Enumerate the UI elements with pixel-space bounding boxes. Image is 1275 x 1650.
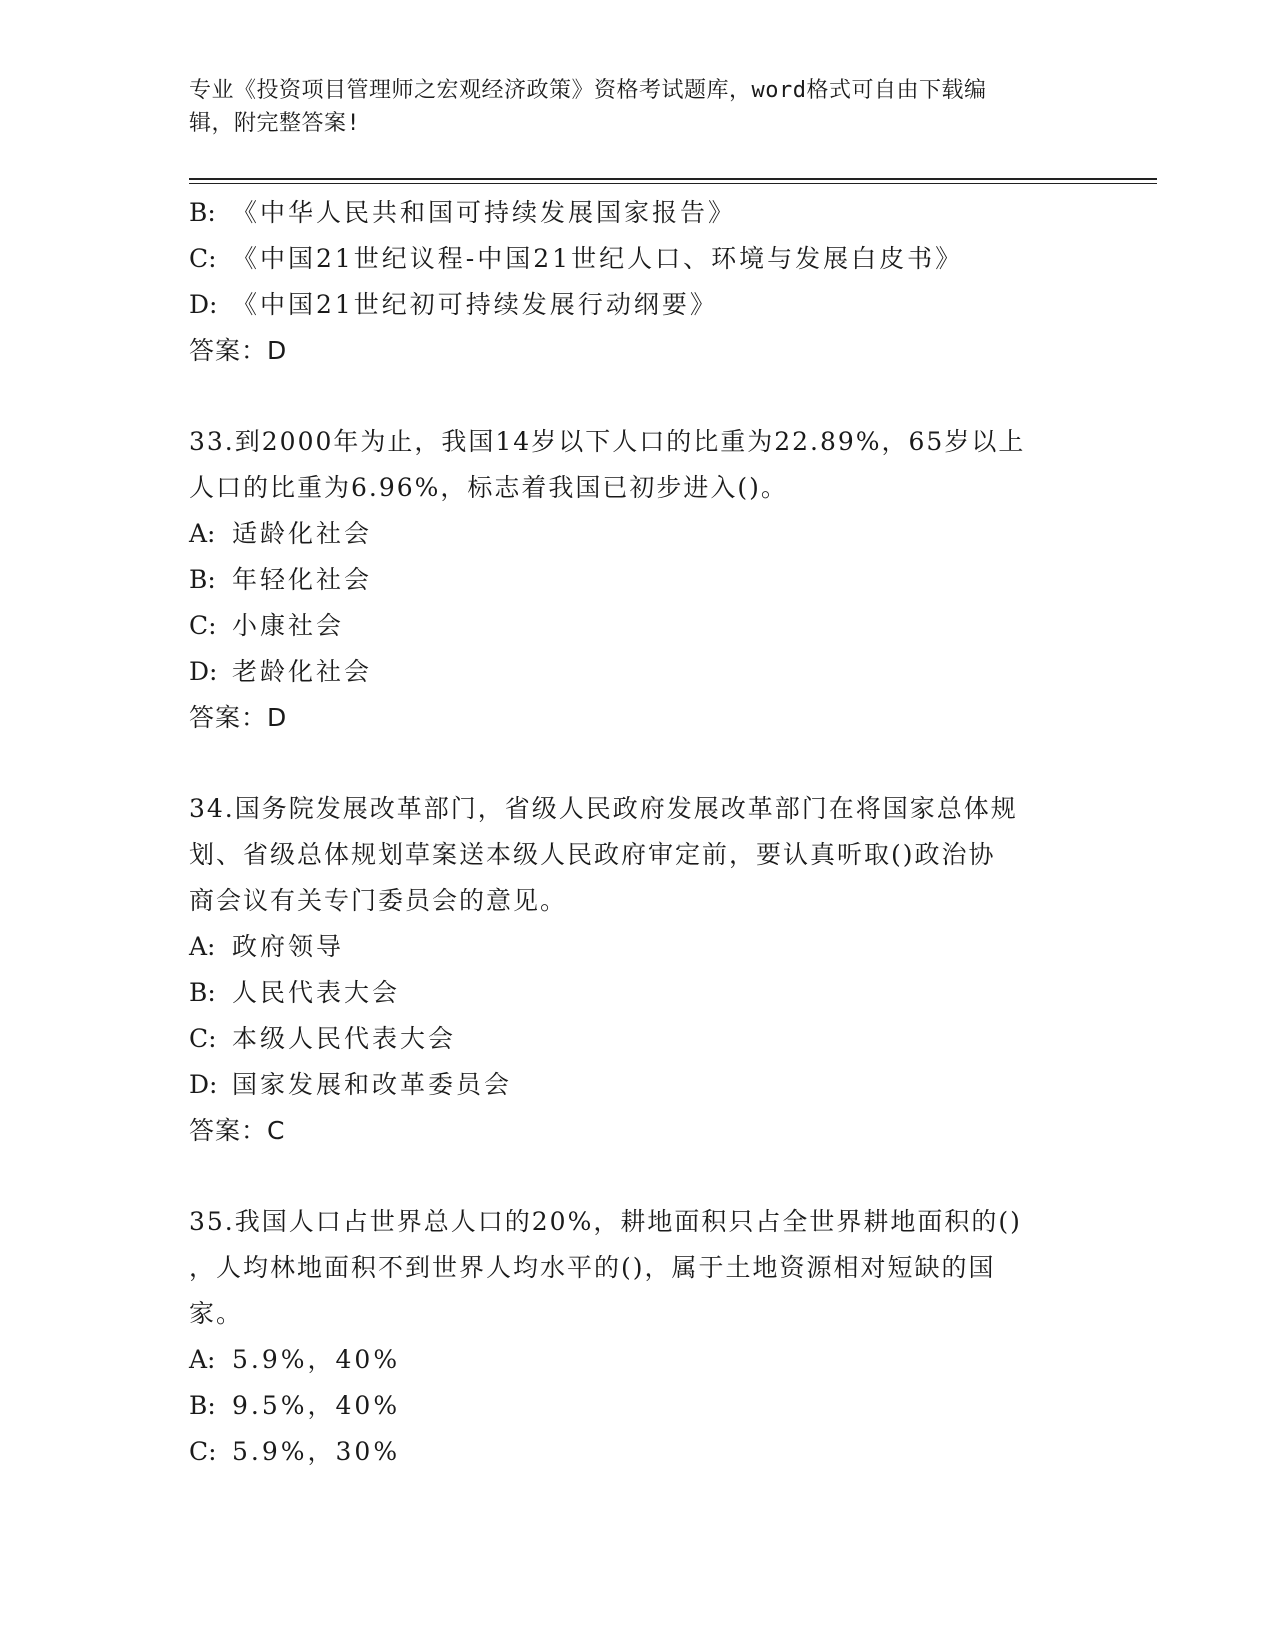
header-line-2: 辑，附完整答案!	[189, 111, 361, 136]
answer-option	[189, 1016, 1089, 1062]
question-stem-line: 划、省级总体规划草案送本级人民政府审定前，要认真听取()政治协	[189, 840, 996, 869]
document-header	[189, 74, 1069, 140]
answer-line: 答案：D	[189, 703, 288, 732]
header-rule-thick	[189, 178, 1157, 180]
option-key: A:	[189, 1345, 216, 1374]
option-text: 《中华人民共和国可持续发展国家报告》	[232, 198, 737, 227]
question-stem	[189, 1199, 1089, 1337]
question-block	[189, 190, 1089, 374]
option-key: C:	[189, 244, 217, 273]
option-text: 5.9%，40%	[232, 1345, 401, 1374]
option-text: 小康社会	[232, 611, 345, 640]
option-text: 《中国21世纪初可持续发展行动纲要》	[232, 290, 718, 319]
option-text: 9.5%，40%	[232, 1391, 401, 1420]
option-text: 适龄化社会	[232, 519, 373, 548]
question-list	[189, 190, 1089, 1475]
option-text: 政府领导	[232, 932, 345, 961]
option-key: C:	[189, 1437, 217, 1466]
question-stem-line: 家。	[189, 1299, 244, 1328]
question-gap	[189, 1154, 1089, 1199]
answer-option	[189, 236, 1089, 282]
answer-option	[189, 924, 1089, 970]
question-stem-line: 33.到2000年为止，我国14岁以下人口的比重为22.89%，65岁以上	[189, 427, 1026, 456]
answer-option	[189, 970, 1089, 1016]
option-text: 本级人民代表大会	[232, 1024, 457, 1053]
answer-option	[189, 190, 1089, 236]
question-gap	[189, 374, 1089, 419]
option-text: 人民代表大会	[232, 978, 401, 1007]
question-stem-line: 人口的比重为6.96%，标志着我国已初步进入()。	[189, 473, 788, 502]
option-text: 5.9%，30%	[232, 1437, 401, 1466]
answer-option	[189, 603, 1089, 649]
question-stem	[189, 786, 1089, 924]
answer-option	[189, 649, 1089, 695]
question-stem	[189, 419, 1089, 511]
option-key: A:	[189, 519, 216, 548]
answer-option	[189, 1383, 1089, 1429]
answer-line: 答案：D	[189, 336, 288, 365]
header-rule-thin	[189, 183, 1157, 184]
option-key: B:	[189, 1391, 216, 1420]
answer-option	[189, 557, 1089, 603]
answer-option	[189, 511, 1089, 557]
option-text: 国家发展和改革委员会	[232, 1070, 513, 1099]
option-text: 老龄化社会	[232, 657, 373, 686]
option-key: D:	[189, 657, 218, 686]
question-stem-line: 35.我国人口占世界总人口的20%，耕地面积只占全世界耕地面积的()	[189, 1207, 1022, 1236]
header-line-1: 专业《投资项目管理师之宏观经济政策》资格考试题库，word格式可自由下载编	[189, 78, 987, 103]
answer-option	[189, 1429, 1089, 1475]
answer-line: 答案：C	[189, 1116, 286, 1145]
question-gap	[189, 741, 1089, 786]
option-key: C:	[189, 1024, 217, 1053]
question-stem-line: ，人均林地面积不到世界人均水平的()，属于土地资源相对短缺的国	[189, 1253, 996, 1282]
option-key: B:	[189, 565, 216, 594]
option-text: 年轻化社会	[232, 565, 373, 594]
option-key: B:	[189, 198, 216, 227]
answer-option	[189, 1337, 1089, 1383]
question-stem-line: 34.国务院发展改革部门，省级人民政府发展改革部门在将国家总体规	[189, 794, 1018, 823]
question-block	[189, 1199, 1089, 1475]
option-key: B:	[189, 978, 216, 1007]
question-block	[189, 419, 1089, 741]
option-key: A:	[189, 932, 216, 961]
question-block	[189, 786, 1089, 1154]
question-stem-line: 商会议有关专门委员会的意见。	[189, 886, 568, 915]
option-key: C:	[189, 611, 217, 640]
answer-option	[189, 282, 1089, 328]
option-key: D:	[189, 290, 218, 319]
option-text: 《中国21世纪议程-中国21世纪人口、环境与发展白皮书》	[232, 244, 964, 273]
answer-option	[189, 1062, 1089, 1108]
option-key: D:	[189, 1070, 218, 1099]
